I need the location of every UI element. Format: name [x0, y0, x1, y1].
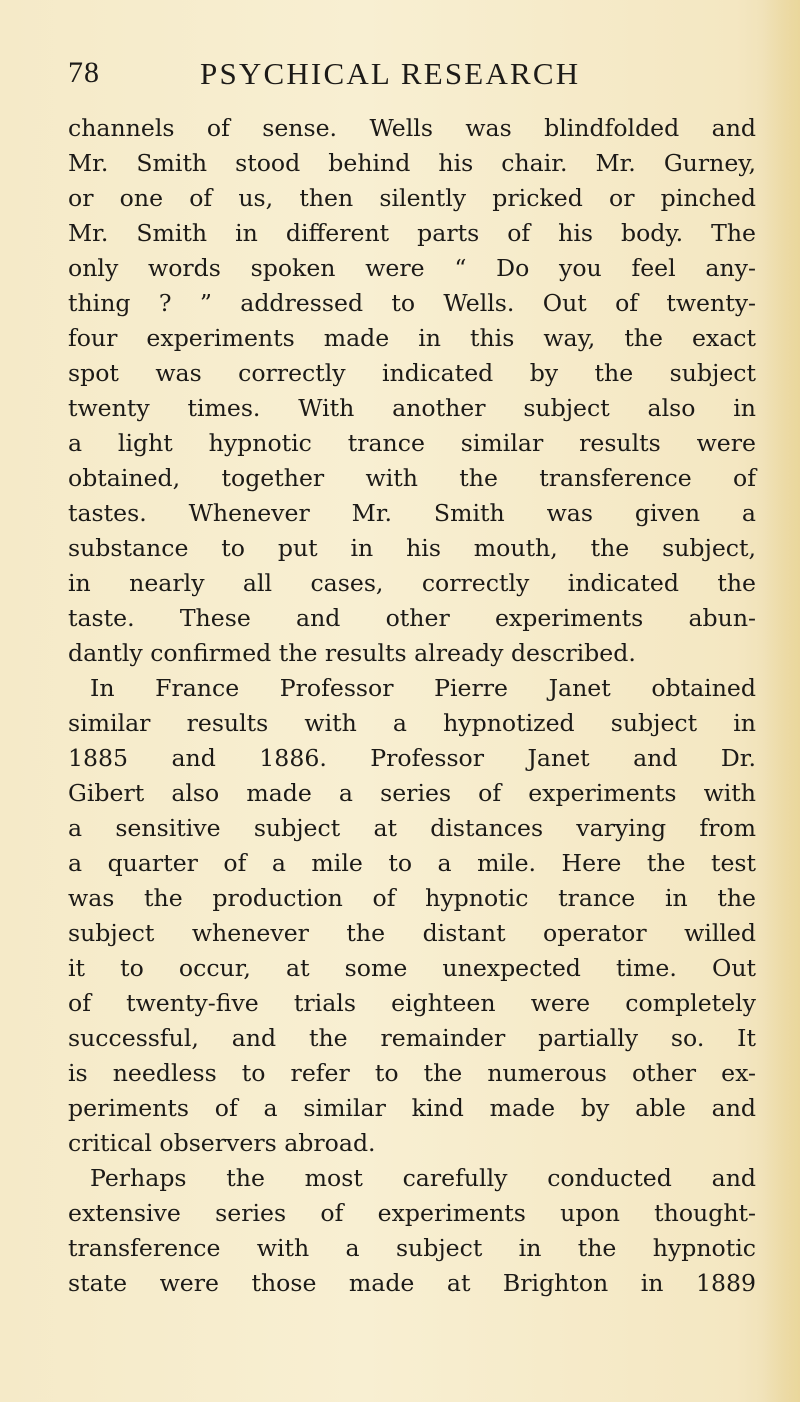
text-line: thing ? ” addressed to Wells. Out of twenty-	[68, 289, 756, 317]
text-line: was the production of hypnotic trance in the	[68, 884, 756, 912]
text-line: substance to put in his mouth, the subject,	[68, 534, 756, 562]
text-line: subject whenever the distant operator willed	[68, 919, 756, 947]
text-line: Mr. Smith stood behind his chair. Mr. Gurney,	[68, 149, 756, 177]
running-head: PSYCHICAL RESEARCH	[200, 56, 581, 91]
text-line: a sensitive subject at distances varying from	[68, 814, 756, 842]
text-line: in nearly all cases, correctly indicated the	[68, 569, 756, 597]
text-line: tastes. Whenever Mr. Smith was given a	[68, 499, 756, 527]
text-line: critical observers abroad.	[68, 1129, 376, 1157]
text-line: four experiments made in this way, the exact	[68, 324, 756, 352]
text-line: periments of a similar kind made by able and	[68, 1094, 756, 1122]
text-line: it to occur, at some unexpected time. Out	[68, 954, 756, 982]
text-line: similar results with a hypnotized subject in	[68, 709, 756, 737]
text-line: of twenty-five trials eighteen were completely	[68, 989, 756, 1017]
page-header	[68, 56, 748, 108]
page-number: 78	[68, 56, 100, 89]
text-line: Mr. Smith in different parts of his body. The	[68, 219, 756, 247]
text-line: dantly confirmed the results already described.	[68, 639, 636, 667]
text-line: extensive series of experiments upon thought-	[68, 1199, 756, 1227]
text-line: spot was correctly indicated by the subject	[68, 359, 756, 387]
text-line: channels of sense. Wells was blindfolded and	[68, 114, 756, 142]
text-line: obtained, together with the transference of	[68, 464, 756, 492]
text-line: 1885 and 1886. Professor Janet and Dr.	[68, 744, 756, 772]
text-line: or one of us, then silently pricked or pinched	[68, 184, 756, 212]
text-line: twenty times. With another subject also in	[68, 394, 756, 422]
text-line: Perhaps the most carefully conducted and	[90, 1164, 756, 1192]
text-line: In France Professor Pierre Janet obtained	[90, 674, 756, 702]
text-line: state were those made at Brighton in 1889	[68, 1269, 756, 1297]
text-line: Gibert also made a series of experiments with	[68, 779, 756, 807]
page-edge-shading	[762, 0, 800, 1402]
text-line: taste. These and other experiments abun-	[68, 604, 756, 632]
text-line: a light hypnotic trance similar results were	[68, 429, 756, 457]
text-line: is needless to refer to the numerous other ex-	[68, 1059, 756, 1087]
text-line: transference with a subject in the hypnotic	[68, 1234, 756, 1262]
text-line: a quarter of a mile to a mile. Here the test	[68, 849, 756, 877]
text-line: only words spoken were “ Do you feel any-	[68, 254, 756, 282]
text-line: successful, and the remainder partially so. It	[68, 1024, 756, 1052]
body-text	[68, 111, 756, 1301]
